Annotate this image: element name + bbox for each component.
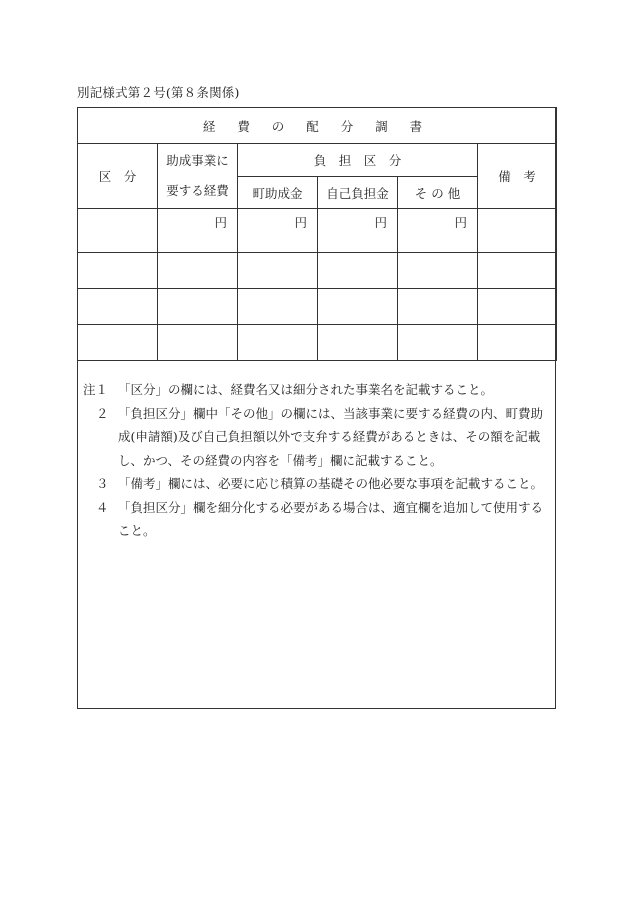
cell-self-pay[interactable]	[318, 289, 398, 325]
header-self-pay: 自己負担金	[318, 177, 398, 209]
note-text: 「区分」の欄には、経費名又は細分された事業名を記載すること。	[118, 382, 494, 397]
note-number: 注１	[83, 382, 109, 397]
cell-town-subsidy[interactable]: 円	[238, 209, 318, 253]
cell-required-cost[interactable]	[158, 253, 238, 289]
notes-section	[78, 378, 555, 543]
cell-self-pay[interactable]: 円	[318, 209, 398, 253]
form-frame	[77, 107, 556, 709]
cell-category[interactable]	[78, 209, 158, 253]
cell-self-pay[interactable]	[318, 253, 398, 289]
header-remarks: 備 考	[478, 144, 557, 209]
cell-remarks[interactable]	[478, 325, 557, 361]
cell-town-subsidy[interactable]	[238, 325, 318, 361]
cell-remarks[interactable]	[478, 209, 557, 253]
note-number: ４	[96, 499, 109, 515]
note-number: ２	[96, 405, 109, 421]
header-required-cost-line1: 助成事業に	[166, 153, 229, 168]
note-number: ３	[96, 476, 109, 491]
cell-other[interactable]	[398, 289, 478, 325]
cell-town-subsidy[interactable]	[238, 253, 318, 289]
cell-self-pay[interactable]	[318, 325, 398, 361]
cell-required-cost[interactable]	[158, 289, 238, 325]
note-item	[78, 472, 555, 496]
cost-allocation-table	[77, 107, 557, 361]
header-category: 区 分	[78, 144, 158, 209]
cell-town-subsidy[interactable]	[238, 289, 318, 325]
cell-category[interactable]	[78, 289, 158, 325]
cell-other[interactable]: 円	[398, 209, 478, 253]
cell-other[interactable]	[398, 325, 478, 361]
note-item	[78, 378, 555, 402]
header-required-cost-line2: 要する経費	[166, 183, 229, 198]
note-text: 「負担区分」欄を細分化する必要がある場合は、適宜欄を追加して使用すること。	[118, 499, 544, 538]
header-burden: 負 担 区 分	[238, 144, 478, 177]
note-text: 「備考」欄には、必要に応じ積算の基礎その他必要な事項を記載すること。	[118, 476, 544, 491]
header-town-subsidy: 町助成金	[238, 177, 318, 209]
cell-remarks[interactable]	[478, 289, 557, 325]
cell-required-cost[interactable]: 円	[158, 209, 238, 253]
header-required-cost	[158, 144, 238, 209]
note-item	[78, 402, 555, 473]
form-label: 別記様式第２号(第８条関係)	[77, 85, 240, 100]
table-row	[78, 253, 557, 289]
header-other: そ の 他	[398, 177, 478, 209]
cell-required-cost[interactable]	[158, 325, 238, 361]
table-row	[78, 325, 557, 361]
table-row	[78, 289, 557, 325]
cell-remarks[interactable]	[478, 253, 557, 289]
table-row	[78, 209, 557, 253]
cell-category[interactable]	[78, 325, 158, 361]
cell-other[interactable]	[398, 253, 478, 289]
note-item	[78, 496, 555, 543]
table-title: 経 費 の 配 分 調 書	[78, 108, 557, 144]
cell-category[interactable]	[78, 253, 158, 289]
note-text: 「負担区分」欄中「その他」の欄には、当該事業に要する経費の内、町費助成(申請額)及び自己負担額以外で支弁する経費があるときは、その額を記載し、かつ、その経費の内容を「備考」欄に記載すること。	[118, 405, 544, 468]
